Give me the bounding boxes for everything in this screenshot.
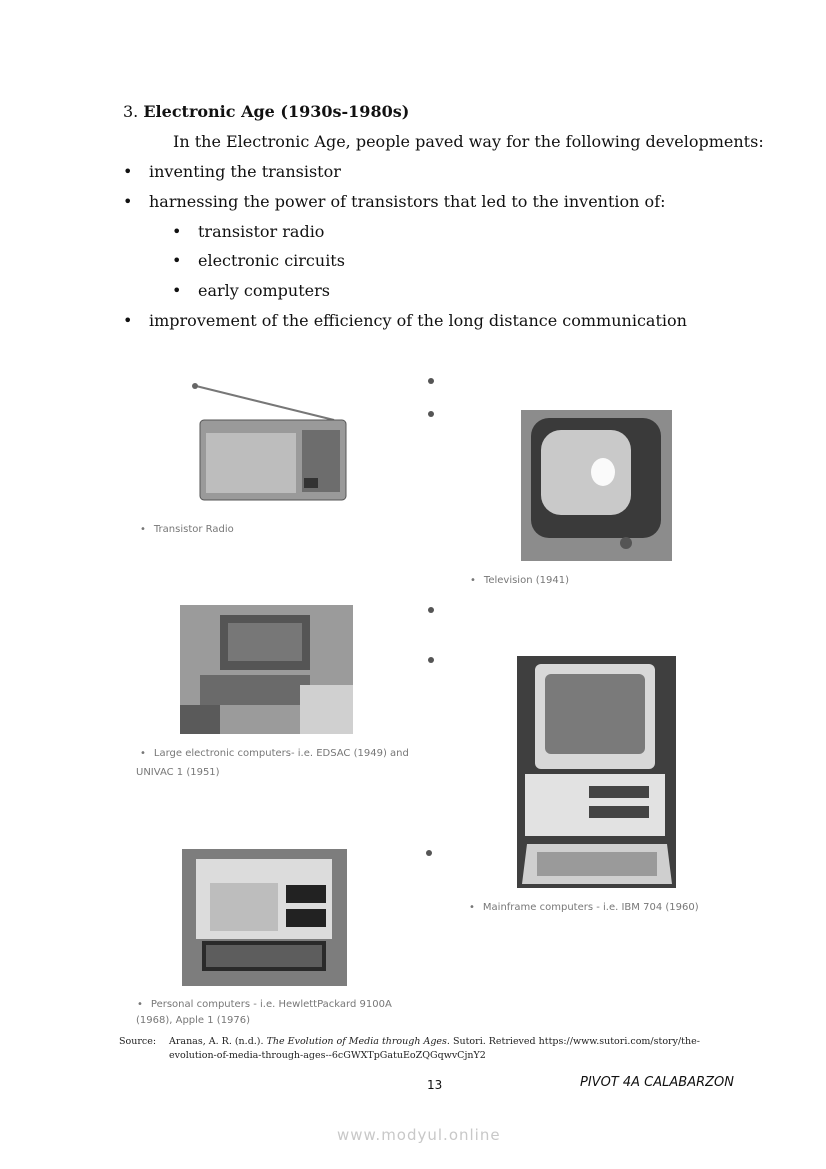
- bullet-item: improvement of the efficiency of the long distance communication: [149, 311, 687, 330]
- decorative-dot: [428, 607, 434, 613]
- bullet-dot: •: [123, 162, 133, 181]
- bullet-dot: •: [123, 311, 133, 330]
- caption-transistor-radio: • Transistor Radio: [140, 524, 234, 535]
- decorative-dot: [428, 657, 434, 663]
- large-computers-image: [180, 605, 353, 734]
- decorative-dot: [426, 850, 432, 856]
- caption-large-computers-line2: UNIVAC 1 (1951): [136, 767, 220, 778]
- source-url-continued: evolution-of-media-through-ages--6cGWXTpGatuEoZQGqwvCjnY2: [169, 1050, 486, 1061]
- television-image: [521, 410, 672, 561]
- sub-bullet-dot: •: [172, 281, 182, 300]
- transistor-radio-image: [186, 378, 350, 508]
- sub-bullet-item: electronic circuits: [198, 251, 345, 270]
- source-publisher: Sutori. Retrieved https://www.sutori.com/story/the-: [452, 1036, 700, 1047]
- section-heading: [123, 102, 409, 121]
- caption-personal-computers-line2: (1968), Apple 1 (1976): [136, 1015, 251, 1026]
- section-number: 3.: [123, 102, 139, 121]
- bullet-item: inventing the transistor: [149, 162, 341, 181]
- caption-personal-computers: • Personal computers - i.e. HewlettPackard 9100A: [137, 999, 392, 1010]
- bullet-dot: •: [123, 192, 133, 211]
- decorative-dot: [428, 411, 434, 417]
- sub-bullet-item: early computers: [198, 281, 330, 300]
- bullet-item: harnessing the power of transistors that led to the invention of:: [149, 192, 666, 211]
- section-title: Electronic Age (1930s-1980s): [143, 102, 410, 121]
- source-citation: [169, 1036, 739, 1047]
- sub-bullet-dot: •: [172, 222, 182, 241]
- publisher-label: PIVOT 4A CALABARZON: [580, 1075, 734, 1090]
- page-number: 13: [427, 1078, 443, 1092]
- watermark: www.modyul.online: [337, 1126, 501, 1144]
- caption-mainframe: • Mainframe computers - i.e. IBM 704 (1960): [469, 902, 699, 913]
- source-label: Source:: [119, 1036, 157, 1047]
- personal-computer-image: [182, 849, 347, 986]
- caption-television: • Television (1941): [470, 575, 569, 586]
- mainframe-computer-image: [517, 656, 676, 888]
- sub-bullet-item: transistor radio: [198, 222, 325, 241]
- sub-bullet-dot: •: [172, 251, 182, 270]
- decorative-dot: [428, 378, 434, 384]
- caption-large-computers: • Large electronic computers- i.e. EDSAC (1949) and: [140, 748, 409, 759]
- section-intro: In the Electronic Age, people paved way for the following developments:: [173, 132, 764, 151]
- source-author: Aranas, A. R. (n.d.).: [169, 1036, 264, 1047]
- source-title: The Evolution of Media through Ages.: [266, 1036, 450, 1047]
